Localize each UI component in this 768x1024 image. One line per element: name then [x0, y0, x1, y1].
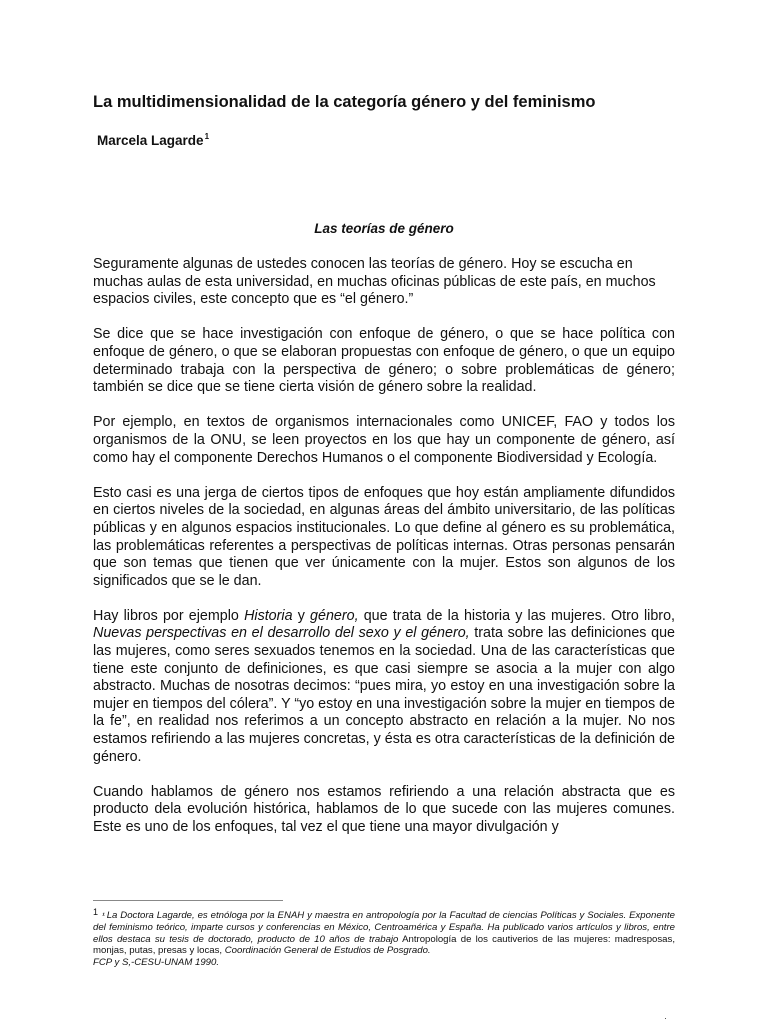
paragraph-4: Esto casi es una jerga de ciertos tipos de enfoques que hoy están ampliamente difundidos en ciertos niveles de la sociedad, en algunas áreas del ámbito universitario, de las políticas públicas y en algunos espacios institucionales. Lo que define al género es su problemática, las problemáticas referentes a perspectivas de políticas internas. Otras personas pensarán que son temas que tienen que ver únicamente con la mujer. Estos son algunos de los significados que se le dan. [93, 484, 675, 589]
paragraph-5-text: trata sobre las definiciones que las mujeres, como seres sexuados tenemos en la sociedad. Una de las características que tiene este conjunto de definiciones, es que casi siempre se asocia a la mujer con algo abstracto. Muchas de nosotras decimos: “pues mira, yo estoy en una investigación sobre la mujer en tiempos del cólera”. Y “yo estoy en una investigación sobre la mujer en tiempos de la fe”, en realidad nos referimos a un concepto abstracto en relación a la mujer. No nos estamos refiriendo a las mujeres concretas, y ésta es otra características de la definición de género. [93, 625, 675, 765]
paragraph-1: Seguramente algunas de ustedes conocen las teorías de género. Hoy se escucha en muchas aulas de esta universidad, en muchas oficinas públicas de este país, en muchos espacios civiles, este concepto que es “el género.” [93, 256, 656, 308]
footnote-last-line: FCP y S,-CESU-UNAM 1990. [93, 957, 219, 969]
book-title-nuevas-perspectivas: Nuevas perspectivas en el desarrollo del sexo y el género, [93, 625, 470, 642]
paragraph-5-text: que trata de la historia y las mujeres. Otro libro, [358, 607, 675, 624]
paragraph-6: Cuando hablamos de género nos estamos refiriendo a una relación abstracta que es producto dela evolución histórica, hablamos de lo que sucede con las mujeres comunes. Este es uno de los enfoques, tal vez el que tiene una mayor divulgación y [93, 783, 675, 835]
section-title: Las teorías de género [314, 221, 454, 236]
footnote-reference[interactable]: 1 [204, 132, 210, 141]
paragraph-5 [93, 608, 675, 766]
footnote [93, 907, 675, 969]
author-name-text: Marcela Lagarde [97, 133, 204, 148]
paragraph-5-text: Hay libros por ejemplo [93, 607, 245, 624]
footnote-italic-tail: Coordinación General de Estudios de Posgrado. [224, 945, 431, 957]
body-text [93, 256, 675, 854]
footnote-inner-number: ¹ [102, 911, 105, 920]
paragraph-3: Por ejemplo, en textos de organismos internacionales como UNICEF, FAO y todos los organismos de la ONU, se leen proyectos en los que hay un componente de género, así como hay el componente Derechos Humanos o el componente Biodiversidad y Ecología. [93, 414, 675, 466]
author-name [97, 132, 209, 148]
book-title-genero: género, [310, 607, 359, 624]
book-title-historia: Historia [244, 607, 293, 624]
footnote-number: 1 [93, 907, 99, 917]
footnote-book-title: Antropología de los cautiverios de las mujeres: madresposas, monjas, putas, presas y locas, [93, 933, 675, 957]
paragraph-2: Se dice que se hace investigación con enfoque de género, o que se hace política con enfoque de género, o que se elaboran propuestas con enfoque de género, o que un equipo determinado trabaja con la perspectiva de género; o sobre problemáticas de género; también se dice que se tiene cierta visión de género sobre la realidad. [93, 326, 675, 396]
footnote-italic-text: La Doctora Lagarde, es etnóloga por la ENAH y maestra en antropología por la Facultad de ciencias Políticas y Sociales. Exponente del feminismo teórico, imparte cursos y conferencias en México, Centroamérica y España. Ha publicado varios artículos y libros, entre ellos destaca su tesis de doctorado, producto de 10 años de trabajo [93, 910, 675, 945]
footnote-divider [93, 900, 283, 901]
document-title: La multidimensionalidad de la categoría género y del feminismo [93, 93, 596, 111]
page-mark: · [664, 1013, 667, 1023]
paragraph-5-text: y [292, 607, 311, 624]
footnote-body [93, 907, 675, 957]
